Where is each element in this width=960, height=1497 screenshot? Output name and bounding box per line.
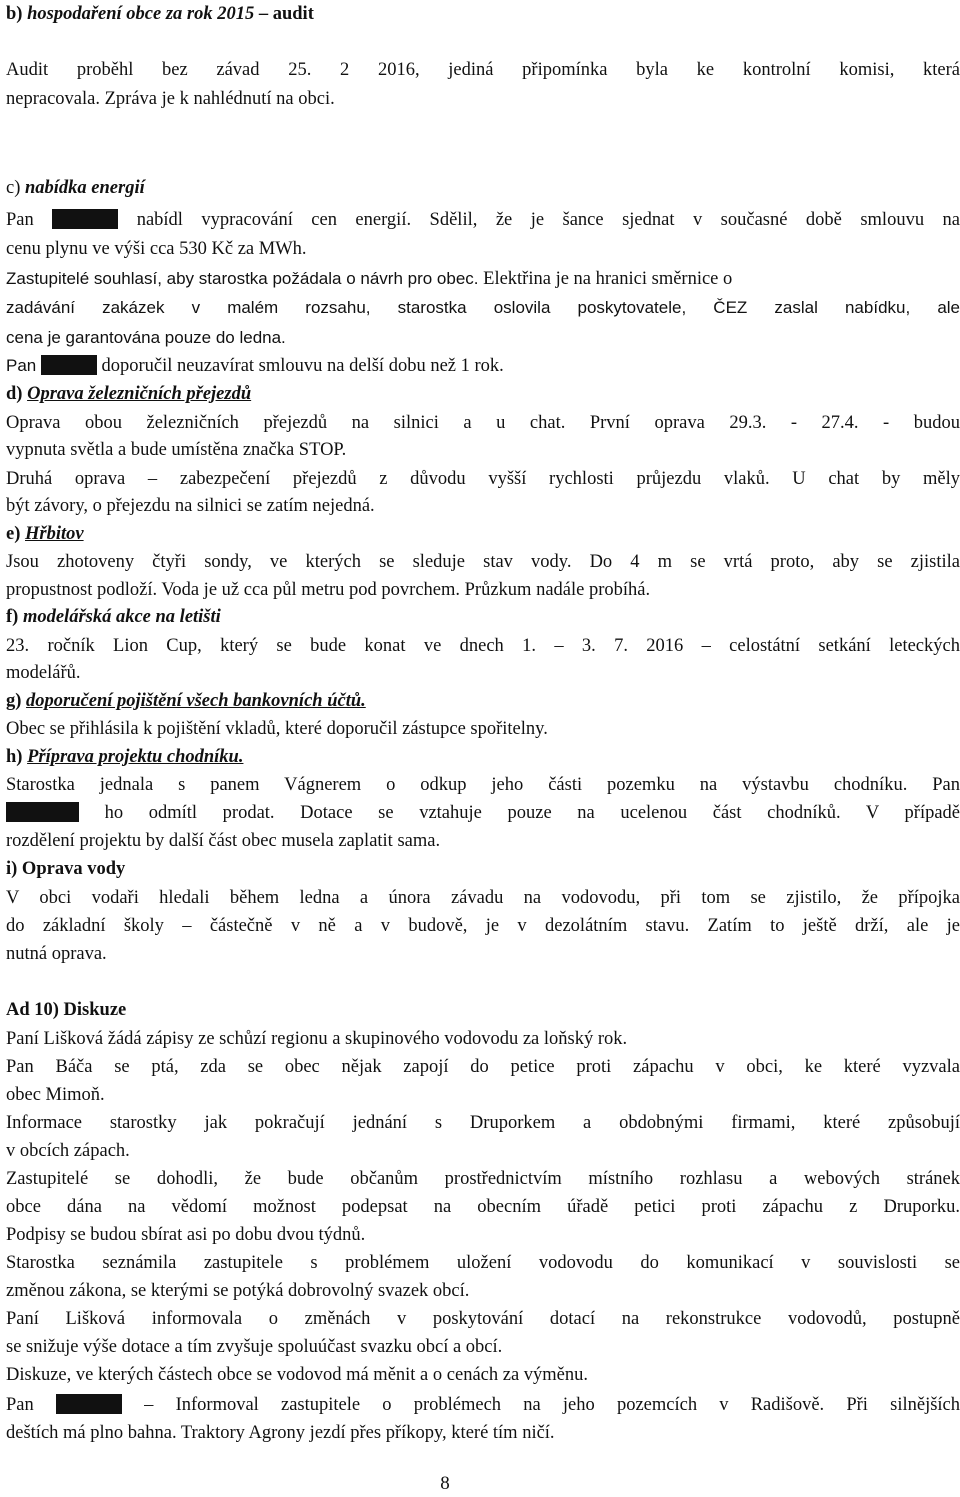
section-h-line-1: Starostka jednala s panem Vágnerem o odkup jeho části pozemku na výstavbu chodníku. Pan <box>6 775 960 795</box>
section-b-line-1: Audit proběhl bez závad 25. 2 2016, jediná připomínka byla ke kontrolní komisi, která <box>6 60 960 80</box>
discussion-p8-line-2: deštích má plno bahna. Traktory Agrony jezdí přes příkopy, které tím ničí. <box>6 1423 555 1443</box>
section-c-line-3: Zastupitelé souhlasí, aby starostka požádala o návrh pro obec. Elektřina je na hranici směrnice o <box>6 269 733 289</box>
section-f-heading: f) modelářská akce na letišti <box>6 607 221 627</box>
section-g-line-1: Obec se přihlásila k pojištění vkladů, které doporučil zástupce spořitelny. <box>6 719 548 739</box>
section-h-line-2: ho odmítl prodat. Dotace se vztahuje pouze na ucelenou část chodníků. V případě <box>6 800 960 826</box>
section-c-heading: c) nabídka energií <box>6 178 145 198</box>
discussion-p4-line-1: Zastupitelé se dohodli, že bude občanům prostřednictvím místního rozhlasu a webových stránek <box>6 1169 960 1189</box>
section-d-heading: d) Oprava železničních přejezdů <box>6 384 252 404</box>
discussion-p6-line-1: Paní Lišková informovala o změnách v poskytování dotací na rekonstrukce vodovodů, postupně <box>6 1309 960 1329</box>
section-f-line-1: 23. ročník Lion Cup, který se bude konat ve dnech 1. – 3. 7. 2016 – celostátní setkání leteckých <box>6 636 960 656</box>
section-i-line-2: do základní školy – částečně v ně a v budově, je v dezolátním stavu. Zatím to ještě drží, ale je <box>6 916 960 936</box>
discussion-p6-line-2: se snižuje výše dotace a tím zvyšuje spoluúčast svazku obcí a obcí. <box>6 1337 503 1357</box>
section-d-line-3: Druhá oprava – zabezpečení přejezdů z důvodu vyšší rychlosti průjezdu vlaků. U chat by měly <box>6 469 960 489</box>
discussion-p4-line-3: Podpisy se budou sbírat asi po dobu dvou týdnů. <box>6 1225 366 1245</box>
section-c-line-6: Pan doporučil neuzavírat smlouvu na delší dobu než 1 rok. <box>6 356 504 376</box>
discussion-p5-line-2: změnou zákona, se kterými se potýká dobrovolný svazek obcí. <box>6 1281 470 1301</box>
discussion-p8-line-1: Pan – Informoval zastupitele o problémech na jeho pozemcích v Radišově. Při silnějších <box>6 1395 960 1415</box>
discussion-p4-line-2: obce dána na vědomí možnost podepsat na obecním úřadě petici proti zápachu z Druporku. <box>6 1197 960 1217</box>
redaction-bar <box>41 355 97 375</box>
redaction-bar <box>52 209 118 229</box>
section-h-heading: h) Příprava projektu chodníku. <box>6 747 244 767</box>
section-e-line-2: propustnost podloží. Voda je už cca půl metru pod povrchem. Průzkum nadále probíhá. <box>6 580 651 600</box>
section-c-line-2: cenu plynu ve výši cca 530 Kč za MWh. <box>6 239 307 259</box>
section-f-line-2: modelářů. <box>6 663 81 683</box>
redaction-bar <box>56 1394 122 1414</box>
discussion-p3-line-2: v obcích zápach. <box>6 1141 130 1161</box>
section-g-heading: g) doporučení pojištění všech bankovních účtů. <box>6 691 366 711</box>
section-d-line-2: vypnuta světla a bude umístěna značka STOP. <box>6 440 347 460</box>
redaction-bar <box>6 802 79 822</box>
section-c-line-1: Pan nabídl vypracování cen energií. Sdělil, že je šance sjednat v současné době smlouvu na <box>6 210 960 230</box>
section-d-line-1: Oprava obou železničních přejezdů na silnici a u chat. První oprava 29.3. - 27.4. - budou <box>6 413 960 433</box>
section-d-line-4: být závory, o přejezdu na silnici se zatím nejedná. <box>6 496 375 516</box>
section-i-line-1: V obci vodaři hledali během ledna a února závadu na vodovodu, při tom se zjistilo, že přípojka <box>6 888 960 908</box>
discussion-p1: Paní Lišková žádá zápisy ze schůzí regionu a skupinového vodovodu za loňský rok. <box>6 1029 628 1049</box>
section-b-line-2: nepracovala. Zpráva je k nahlédnutí na obci. <box>6 89 335 109</box>
section-h-line-3: rozdělení projektu by další část obec musela zaplatit sama. <box>6 831 441 851</box>
section-10-heading: Ad 10) Diskuze <box>6 1000 127 1020</box>
discussion-p7: Diskuze, ve kterých částech obce se vodovod má měnit a o cenách za výměnu. <box>6 1365 589 1385</box>
discussion-p5-line-1: Starostka seznámila zastupitele s problémem uložení vodovodu do komunikací v souvislosti se <box>6 1253 960 1273</box>
discussion-p3-line-1: Informace starostky jak pokračují jednání s Druporkem a obdobnými firmami, které způsobují <box>6 1113 960 1133</box>
section-b-heading: b) hospodaření obce za rok 2015 – audit <box>6 4 314 24</box>
section-c-line-5: cena je garantována pouze do ledna. <box>6 328 286 347</box>
section-e-heading: e) Hřbitov <box>6 524 84 544</box>
section-c-line-4: zadávání zakázek v malém rozsahu, starostka oslovila poskytovatele, ČEZ zaslal nabídku, ale <box>6 298 960 317</box>
discussion-p2-line-1: Pan Báča se ptá, zda se obec nějak zapojí do petice proti zápachu v obci, ke které vyzvala <box>6 1057 960 1077</box>
section-i-heading: i) Oprava vody <box>6 859 126 879</box>
discussion-p2-line-2: obec Mimoň. <box>6 1085 105 1105</box>
section-e-line-1: Jsou zhotoveny čtyři sondy, ve kterých se sleduje stav vody. Do 4 m se vrtá proto, aby se zjistila <box>6 552 960 572</box>
page-number: 8 <box>440 1473 450 1494</box>
section-i-line-3: nutná oprava. <box>6 944 107 964</box>
